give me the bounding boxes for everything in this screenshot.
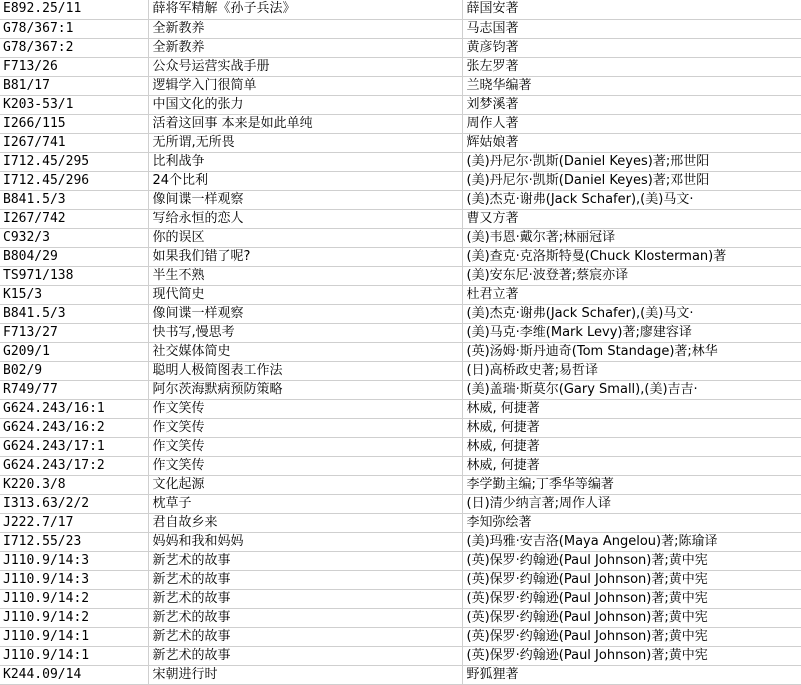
author-cell[interactable]: 杜君立著: [462, 285, 801, 304]
table-row[interactable]: [0, 456, 801, 475]
table-row[interactable]: [0, 57, 801, 76]
author-cell[interactable]: (日)清少纳言著;周作人译: [462, 494, 801, 513]
call-number-cell[interactable]: G78/367:1: [0, 19, 148, 38]
table-row[interactable]: [0, 38, 801, 57]
title-cell[interactable]: 全新教养: [148, 38, 462, 57]
title-cell[interactable]: 新艺术的故事: [148, 646, 462, 665]
table-row[interactable]: [0, 665, 801, 684]
table-row[interactable]: [0, 285, 801, 304]
title-cell[interactable]: 24个比利: [148, 171, 462, 190]
title-cell[interactable]: 文化起源: [148, 475, 462, 494]
table-row[interactable]: [0, 209, 801, 228]
title-cell[interactable]: 公众号运营实战手册: [148, 57, 462, 76]
call-number-cell[interactable]: F713/27: [0, 323, 148, 342]
table-row[interactable]: [0, 19, 801, 38]
title-cell[interactable]: 如果我们错了呢?: [148, 247, 462, 266]
table-row[interactable]: [0, 323, 801, 342]
author-cell[interactable]: (英)保罗·约翰逊(Paul Johnson)著;黄中宪: [462, 627, 801, 646]
author-cell[interactable]: 林威, 何捷著: [462, 437, 801, 456]
title-cell[interactable]: 社交媒体简史: [148, 342, 462, 361]
title-cell[interactable]: 全新教养: [148, 19, 462, 38]
author-cell[interactable]: 马志国著: [462, 19, 801, 38]
call-number-cell[interactable]: B841.5/3: [0, 190, 148, 209]
table-row[interactable]: [0, 95, 801, 114]
table-row[interactable]: [0, 171, 801, 190]
call-number-cell[interactable]: B841.5/3: [0, 304, 148, 323]
title-cell[interactable]: 新艺术的故事: [148, 551, 462, 570]
call-number-cell[interactable]: J110.9/14:1: [0, 627, 148, 646]
author-cell[interactable]: (美)马克·李维(Mark Levy)著;廖建容译: [462, 323, 801, 342]
call-number-cell[interactable]: R749/77: [0, 380, 148, 399]
author-cell[interactable]: 林威, 何捷著: [462, 399, 801, 418]
table-row[interactable]: [0, 494, 801, 513]
title-cell[interactable]: 新艺术的故事: [148, 627, 462, 646]
author-cell[interactable]: (英)汤姆·斯丹迪奇(Tom Standage)著;林华: [462, 342, 801, 361]
title-cell[interactable]: 枕草子: [148, 494, 462, 513]
table-row[interactable]: [0, 513, 801, 532]
table-row[interactable]: [0, 304, 801, 323]
call-number-cell[interactable]: B804/29: [0, 247, 148, 266]
call-number-cell[interactable]: K220.3/8: [0, 475, 148, 494]
table-row[interactable]: [0, 247, 801, 266]
author-cell[interactable]: (美)安东尼·波登著;蔡宸亦译: [462, 266, 801, 285]
title-cell[interactable]: 中国文化的张力: [148, 95, 462, 114]
table-row[interactable]: [0, 361, 801, 380]
title-cell[interactable]: 聪明人极简图表工作法: [148, 361, 462, 380]
author-cell[interactable]: 野狐狸著: [462, 665, 801, 684]
call-number-cell[interactable]: I267/741: [0, 133, 148, 152]
call-number-cell[interactable]: J110.9/14:1: [0, 646, 148, 665]
title-cell[interactable]: 无所谓,无所畏: [148, 133, 462, 152]
table-row[interactable]: [0, 399, 801, 418]
call-number-cell[interactable]: I712.55/23: [0, 532, 148, 551]
table-row[interactable]: [0, 589, 801, 608]
title-cell[interactable]: 现代简史: [148, 285, 462, 304]
call-number-cell[interactable]: G209/1: [0, 342, 148, 361]
author-cell[interactable]: 曹又方著: [462, 209, 801, 228]
table-row[interactable]: [0, 152, 801, 171]
table-row[interactable]: [0, 342, 801, 361]
title-cell[interactable]: 你的误区: [148, 228, 462, 247]
author-cell[interactable]: (美)韦恩·戴尔著;林丽冠译: [462, 228, 801, 247]
author-cell[interactable]: 林威, 何捷著: [462, 418, 801, 437]
call-number-cell[interactable]: J222.7/17: [0, 513, 148, 532]
table-row[interactable]: [0, 266, 801, 285]
author-cell[interactable]: (美)丹尼尔·凯斯(Daniel Keyes)著;邓世阳: [462, 171, 801, 190]
call-number-cell[interactable]: TS971/138: [0, 266, 148, 285]
title-cell[interactable]: 妈妈和我和妈妈: [148, 532, 462, 551]
call-number-cell[interactable]: K244.09/14: [0, 665, 148, 684]
call-number-cell[interactable]: J110.9/14:3: [0, 570, 148, 589]
title-cell[interactable]: 作文笑传: [148, 456, 462, 475]
call-number-cell[interactable]: E892.25/11: [0, 0, 148, 19]
table-row[interactable]: [0, 532, 801, 551]
call-number-cell[interactable]: J110.9/14:3: [0, 551, 148, 570]
table-row[interactable]: [0, 627, 801, 646]
title-cell[interactable]: 像间谍一样观察: [148, 304, 462, 323]
call-number-cell[interactable]: I712.45/295: [0, 152, 148, 171]
call-number-cell[interactable]: J110.9/14:2: [0, 608, 148, 627]
author-cell[interactable]: (英)保罗·约翰逊(Paul Johnson)著;黄中宪: [462, 608, 801, 627]
table-row[interactable]: [0, 570, 801, 589]
call-number-cell[interactable]: K15/3: [0, 285, 148, 304]
author-cell[interactable]: (美)盖瑞·斯莫尔(Gary Small),(美)吉吉·: [462, 380, 801, 399]
table-row[interactable]: [0, 380, 801, 399]
call-number-cell[interactable]: G624.243/16:1: [0, 399, 148, 418]
call-number-cell[interactable]: G624.243/17:1: [0, 437, 148, 456]
author-cell[interactable]: 李学勤主编;丁季华等编著: [462, 475, 801, 494]
author-cell[interactable]: 刘梦溪著: [462, 95, 801, 114]
table-row[interactable]: [0, 76, 801, 95]
title-cell[interactable]: 逻辑学入门很简单: [148, 76, 462, 95]
title-cell[interactable]: 作文笑传: [148, 399, 462, 418]
author-cell[interactable]: 兰晓华编著: [462, 76, 801, 95]
call-number-cell[interactable]: J110.9/14:2: [0, 589, 148, 608]
table-row[interactable]: [0, 608, 801, 627]
call-number-cell[interactable]: K203-53/1: [0, 95, 148, 114]
author-cell[interactable]: (美)杰克·谢弗(Jack Schafer),(美)马文·: [462, 304, 801, 323]
title-cell[interactable]: 活着这回事 本来是如此单纯: [148, 114, 462, 133]
author-cell[interactable]: (美)丹尼尔·凯斯(Daniel Keyes)著;邢世阳: [462, 152, 801, 171]
table-row[interactable]: [0, 646, 801, 665]
call-number-cell[interactable]: G624.243/17:2: [0, 456, 148, 475]
author-cell[interactable]: 李知弥绘著: [462, 513, 801, 532]
table-row[interactable]: [0, 114, 801, 133]
title-cell[interactable]: 新艺术的故事: [148, 608, 462, 627]
table-row[interactable]: [0, 551, 801, 570]
call-number-cell[interactable]: G624.243/16:2: [0, 418, 148, 437]
author-cell[interactable]: (英)保罗·约翰逊(Paul Johnson)著;黄中宪: [462, 570, 801, 589]
author-cell[interactable]: (美)杰克·谢弗(Jack Schafer),(美)马文·: [462, 190, 801, 209]
title-cell[interactable]: 像间谍一样观察: [148, 190, 462, 209]
table-row[interactable]: [0, 228, 801, 247]
author-cell[interactable]: (英)保罗·约翰逊(Paul Johnson)著;黄中宪: [462, 589, 801, 608]
call-number-cell[interactable]: I266/115: [0, 114, 148, 133]
title-cell[interactable]: 新艺术的故事: [148, 570, 462, 589]
author-cell[interactable]: 林威, 何捷著: [462, 456, 801, 475]
title-cell[interactable]: 新艺术的故事: [148, 589, 462, 608]
title-cell[interactable]: 薛将军精解《孙子兵法》: [148, 0, 462, 19]
author-cell[interactable]: (英)保罗·约翰逊(Paul Johnson)著;黄中宪: [462, 551, 801, 570]
call-number-cell[interactable]: B81/17: [0, 76, 148, 95]
title-cell[interactable]: 作文笑传: [148, 437, 462, 456]
table-row[interactable]: [0, 190, 801, 209]
author-cell[interactable]: (英)保罗·约翰逊(Paul Johnson)著;黄中宪: [462, 646, 801, 665]
table-row[interactable]: [0, 0, 801, 19]
title-cell[interactable]: 比利战争: [148, 152, 462, 171]
call-number-cell[interactable]: F713/26: [0, 57, 148, 76]
table-row[interactable]: [0, 418, 801, 437]
author-cell[interactable]: 黄彦钧著: [462, 38, 801, 57]
call-number-cell[interactable]: I313.63/2/2: [0, 494, 148, 513]
title-cell[interactable]: 宋朝进行时: [148, 665, 462, 684]
call-number-cell[interactable]: C932/3: [0, 228, 148, 247]
call-number-cell[interactable]: I712.45/296: [0, 171, 148, 190]
table-row[interactable]: [0, 133, 801, 152]
author-cell[interactable]: (日)高桥政史著;易哲译: [462, 361, 801, 380]
title-cell[interactable]: 阿尔茨海默病预防策略: [148, 380, 462, 399]
author-cell[interactable]: 周作人著: [462, 114, 801, 133]
title-cell[interactable]: 快书写,慢思考: [148, 323, 462, 342]
title-cell[interactable]: 写给永恒的恋人: [148, 209, 462, 228]
author-cell[interactable]: 张左罗著: [462, 57, 801, 76]
title-cell[interactable]: 君自故乡来: [148, 513, 462, 532]
table-row[interactable]: [0, 475, 801, 494]
author-cell[interactable]: 薛国安著: [462, 0, 801, 19]
author-cell[interactable]: (美)查克·克洛斯特曼(Chuck Klosterman)著: [462, 247, 801, 266]
call-number-cell[interactable]: B02/9: [0, 361, 148, 380]
table-row[interactable]: [0, 437, 801, 456]
author-cell[interactable]: (美)玛雅·安吉洛(Maya Angelou)著;陈瑜译: [462, 532, 801, 551]
title-cell[interactable]: 半生不熟: [148, 266, 462, 285]
title-cell[interactable]: 作文笑传: [148, 418, 462, 437]
author-cell[interactable]: 辉姑娘著: [462, 133, 801, 152]
call-number-cell[interactable]: G78/367:2: [0, 38, 148, 57]
call-number-cell[interactable]: I267/742: [0, 209, 148, 228]
